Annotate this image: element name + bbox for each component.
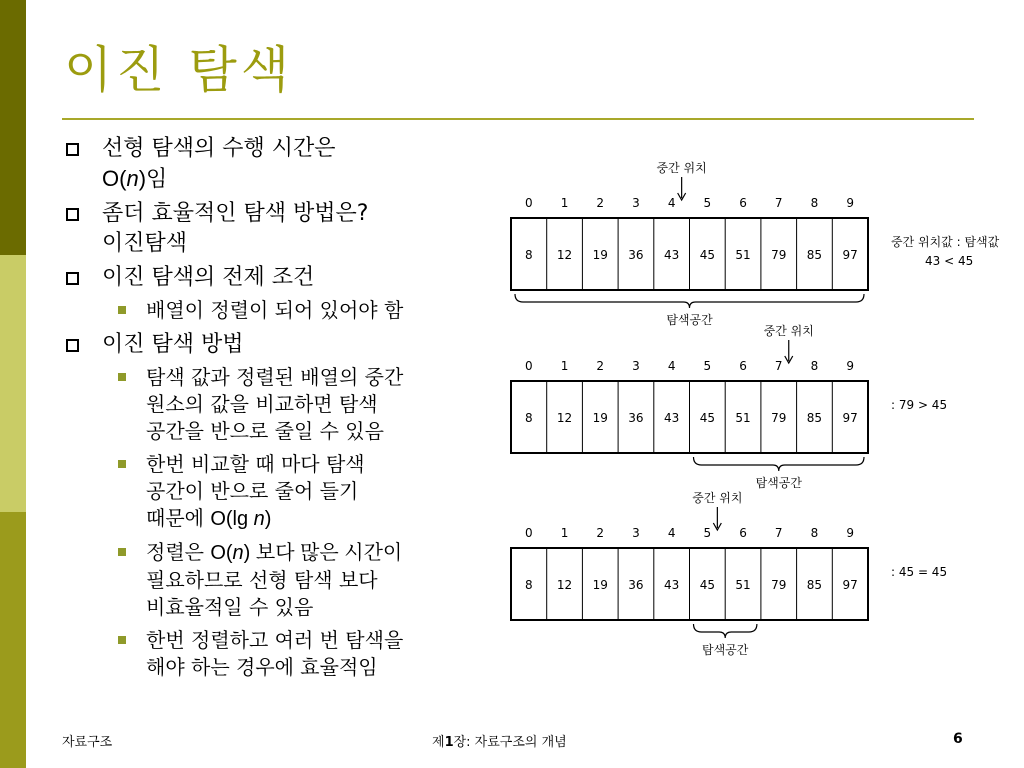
text-run: 이진탐색 — [102, 231, 188, 256]
sub-bullet-line — [146, 567, 504, 594]
filled-square-bullet-icon — [118, 636, 126, 644]
search-space-label: 탐색공간 — [666, 313, 713, 327]
array-value: 36 — [628, 578, 644, 592]
text-run: 해야 하는 경우에 효율적임 — [146, 655, 378, 679]
array-index-label: 0 — [525, 196, 533, 210]
array-value: 19 — [592, 411, 608, 425]
bullet-item — [64, 134, 504, 195]
pointer-label: 중간 위치 — [692, 491, 743, 505]
bullet-line — [102, 164, 504, 195]
array-value: 36 — [628, 411, 644, 425]
text-run: O( — [102, 166, 127, 191]
text-run: O( — [210, 542, 233, 564]
curly-brace-icon — [694, 624, 757, 638]
bullet-item — [64, 199, 504, 259]
bullet-line — [102, 330, 504, 360]
footer-chapter-prefix: 제 — [432, 735, 445, 750]
array-index-label: 9 — [846, 526, 854, 540]
bullet-line — [102, 263, 504, 293]
array-index-label: 0 — [525, 359, 533, 373]
bullet-line — [102, 134, 504, 164]
italic-variable: n — [126, 166, 139, 191]
array-value: 12 — [556, 578, 573, 592]
square-bullet-icon — [66, 208, 79, 221]
search-space-label: 탐색공간 — [702, 643, 749, 657]
array-index-label: 4 — [667, 196, 676, 210]
array-index-label: 7 — [774, 526, 783, 540]
pointer-label: 중간 위치 — [656, 161, 707, 175]
curly-brace-icon — [515, 294, 864, 308]
array-value: 85 — [806, 578, 823, 592]
sub-bullet-line — [146, 364, 504, 391]
text-run: )임 — [138, 166, 168, 191]
array-index-label: 3 — [632, 196, 640, 210]
array-value: 85 — [806, 248, 823, 262]
array-index-label: 3 — [632, 359, 640, 373]
bullet-item — [64, 263, 504, 293]
array-value: 51 — [735, 248, 751, 262]
diagram-svg — [500, 150, 1010, 670]
sub-bullet-line — [146, 654, 504, 681]
array-value: 19 — [592, 248, 608, 262]
text-run: 필요하므로 선형 탐색 보다 — [146, 568, 378, 592]
bullet-line — [102, 199, 504, 229]
array-index-label: 0 — [525, 526, 533, 540]
array-value: 43 — [664, 578, 680, 592]
array-index-label: 4 — [667, 526, 676, 540]
array-value: 79 — [771, 578, 787, 592]
array-value: 79 — [771, 248, 787, 262]
slide-title: 이진 탐색 — [64, 41, 294, 99]
array-value: 36 — [628, 248, 644, 262]
filled-square-bullet-icon — [118, 306, 126, 314]
sub-bullet-item — [102, 451, 504, 533]
array-value: 43 — [664, 248, 680, 262]
text-run: 이진 탐색의 전제 조건 — [102, 265, 315, 290]
sub-bullet-line — [146, 627, 504, 654]
text-run: 배열이 정렬이 되어 있어야 함 — [146, 298, 404, 322]
comparison-note: 중간 위치값 : 탐색값 — [891, 235, 1000, 249]
array-value: 97 — [842, 578, 858, 592]
sub-bullet-line — [146, 451, 504, 478]
array-index-label: 8 — [810, 526, 819, 540]
bullet-list — [64, 134, 504, 687]
left-bar-middle — [0, 255, 26, 512]
text-run: 한번 비교할 때 마다 탐색 — [146, 452, 365, 476]
array-value: 12 — [556, 248, 573, 262]
array-index-label: 6 — [739, 359, 747, 373]
text-run: 탐색 값과 정렬된 배열의 중간 — [146, 365, 404, 389]
array-index-label: 1 — [560, 359, 569, 373]
comparison-note: : 45 = 45 — [891, 565, 948, 579]
array-index-label: 6 — [739, 526, 747, 540]
footer-page-number: 6 — [953, 731, 963, 747]
array-value: 45 — [699, 411, 715, 425]
text-run: ) — [264, 508, 272, 530]
array-index-label: 7 — [774, 196, 783, 210]
square-bullet-icon — [66, 272, 79, 285]
filled-square-bullet-icon — [118, 373, 126, 381]
array-value: 8 — [525, 248, 533, 262]
sub-bullet-item — [102, 297, 504, 324]
array-index-label: 2 — [596, 526, 605, 540]
text-run: 공간이 반으로 줄어 들기 — [146, 479, 359, 503]
array-index-label: 5 — [703, 359, 712, 373]
array-index-label: 8 — [810, 359, 819, 373]
array-value: 43 — [664, 411, 680, 425]
binary-search-diagram — [500, 150, 1010, 670]
text-run: 한번 정렬하고 여러 번 탐색을 — [146, 628, 404, 652]
text-run: 때문에 — [146, 506, 211, 530]
array-value: 19 — [592, 578, 608, 592]
square-bullet-icon — [66, 339, 79, 352]
array-index-label: 8 — [810, 196, 819, 210]
array-value: 85 — [806, 411, 823, 425]
italic-variable: n — [232, 542, 244, 564]
sub-bullet-line — [146, 418, 504, 445]
text-run: ) 보다 많은 시간이 — [243, 542, 403, 564]
sub-bullet-line — [146, 391, 504, 418]
array-index-label: 3 — [632, 526, 640, 540]
bullet-item — [64, 330, 504, 360]
array-value: 97 — [842, 248, 858, 262]
sub-bullet-line — [146, 505, 504, 533]
array-index-label: 6 — [739, 196, 747, 210]
comparison-result: 43 < 45 — [925, 254, 974, 268]
array-index-label: 5 — [703, 196, 712, 210]
array-value: 8 — [525, 411, 533, 425]
array-value: 97 — [842, 411, 858, 425]
search-space-label: 탐색공간 — [755, 476, 802, 490]
footer-chapter — [432, 731, 567, 750]
text-run: 이진 탐색 방법 — [102, 332, 244, 357]
array-index-label: 4 — [667, 359, 676, 373]
sub-bullet-line — [146, 594, 504, 621]
footer-chapter-suffix: 장: 자료구조의 개념 — [453, 735, 567, 750]
sub-bullet-item — [102, 364, 504, 445]
text-run: 비효율적일 수 있음 — [146, 595, 314, 619]
sub-bullet-line — [146, 297, 504, 324]
footer-course: 자료구조 — [62, 735, 113, 750]
array-value: 79 — [771, 411, 787, 425]
array-index-label: 7 — [774, 359, 783, 373]
comparison-note: : 79 > 45 — [891, 398, 948, 412]
left-bar-top — [0, 0, 26, 255]
array-index-label: 9 — [846, 196, 854, 210]
array-index-label: 1 — [560, 196, 569, 210]
text-run: 선형 탐색의 수행 시간은 — [102, 136, 336, 161]
array-index-label: 2 — [596, 196, 605, 210]
array-value: 12 — [556, 411, 573, 425]
bullet-line — [102, 229, 504, 259]
italic-variable: n — [253, 508, 265, 530]
text-run: 정렬은 — [146, 540, 211, 564]
text-run: 공간을 반으로 줄일 수 있음 — [146, 419, 384, 443]
title-divider — [62, 118, 974, 120]
array-value: 51 — [735, 411, 751, 425]
sub-bullet-item — [102, 539, 504, 621]
filled-square-bullet-icon — [118, 548, 126, 556]
array-index-label: 5 — [703, 526, 712, 540]
array-index-label: 1 — [560, 526, 569, 540]
array-index-label: 9 — [846, 359, 854, 373]
pointer-label: 중간 위치 — [763, 324, 814, 338]
sub-bullet-item — [102, 627, 504, 681]
array-value: 8 — [525, 578, 533, 592]
text-run: O(lg — [210, 508, 254, 530]
filled-square-bullet-icon — [118, 460, 126, 468]
footer-chapter-number: 1 — [444, 735, 454, 750]
square-bullet-icon — [66, 143, 79, 156]
sub-bullet-line — [146, 478, 504, 505]
left-bar-bottom — [0, 512, 26, 768]
text-run: 좀더 효율적인 탐색 방법은? — [102, 201, 369, 226]
array-value: 51 — [735, 578, 751, 592]
text-run: 원소의 값을 비교하면 탐색 — [146, 392, 378, 416]
array-value: 45 — [699, 578, 715, 592]
curly-brace-icon — [694, 457, 865, 471]
sub-bullet-line — [146, 539, 504, 567]
array-value: 45 — [699, 248, 715, 262]
array-index-label: 2 — [596, 359, 605, 373]
